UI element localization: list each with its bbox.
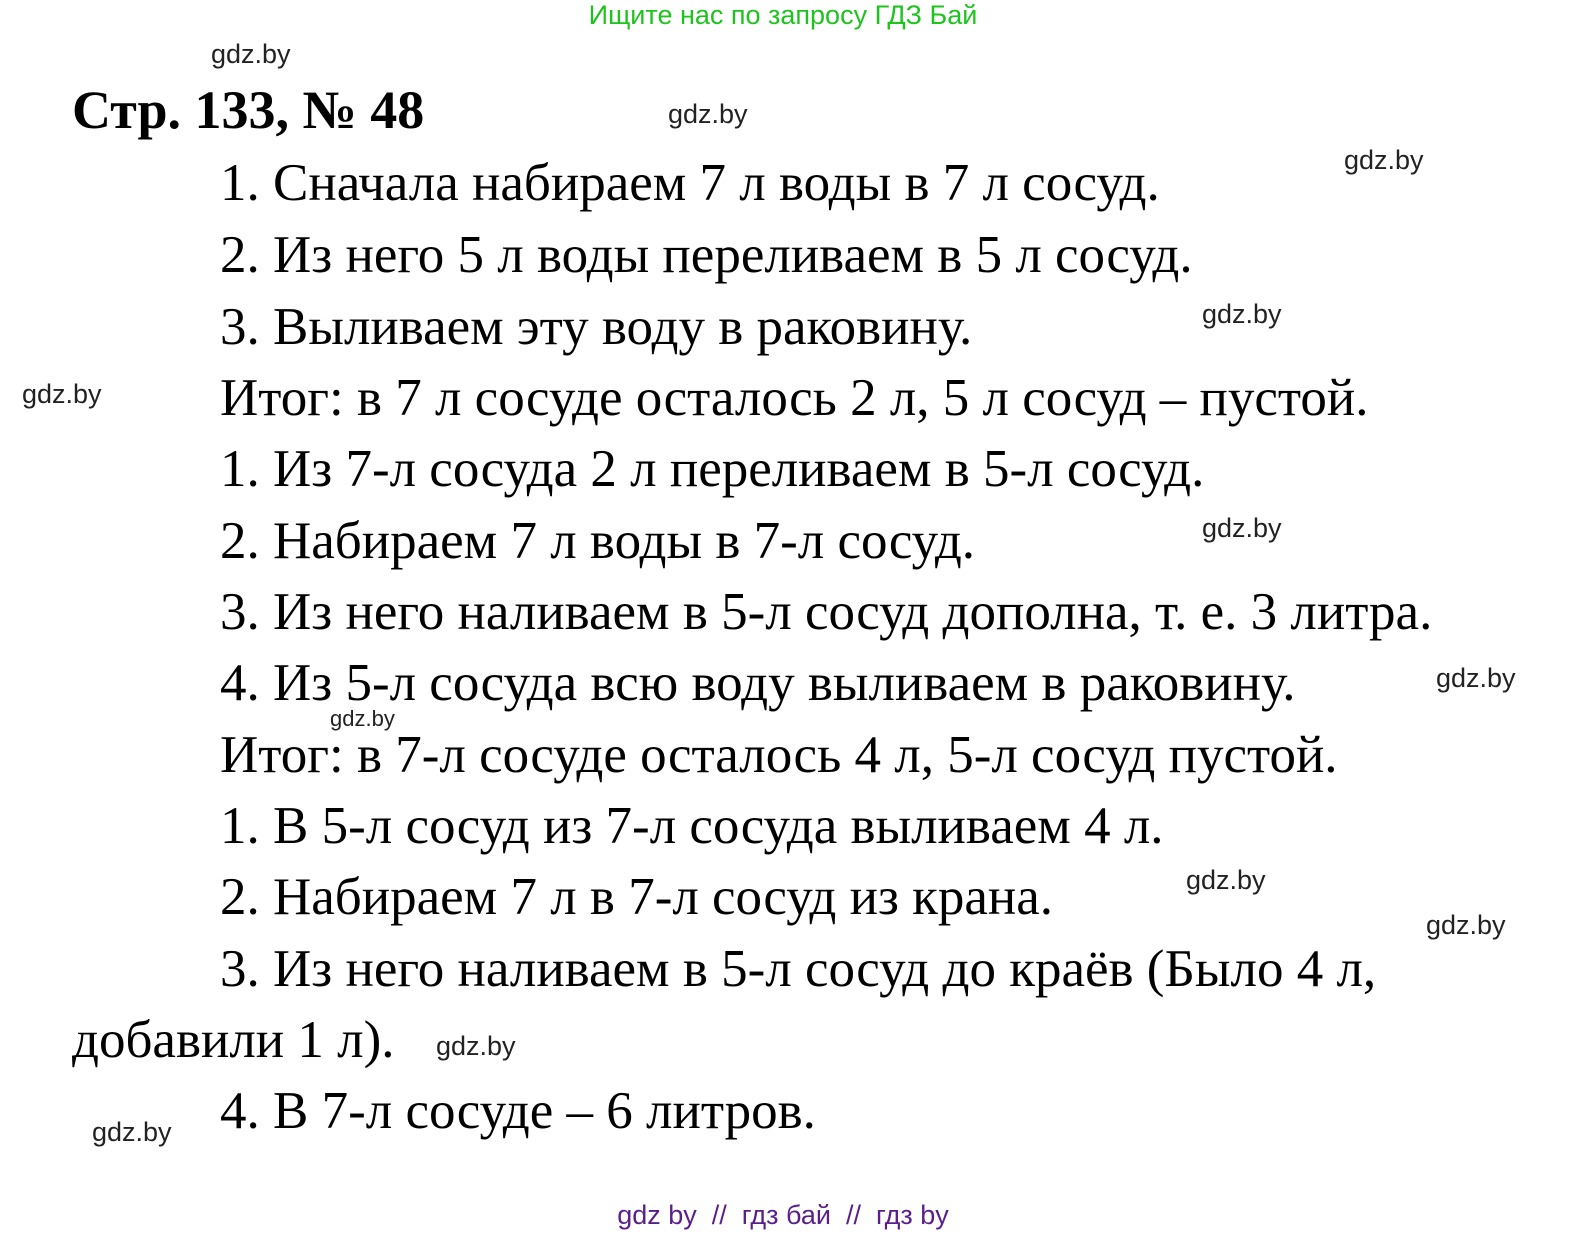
search-banner: Ищите нас по запросу ГДЗ Бай: [588, 0, 978, 30]
watermark: gdz.by: [1202, 513, 1282, 543]
watermark: gdz.by: [1436, 663, 1516, 693]
watermark: gdz.by: [1426, 910, 1506, 940]
text-line: 2. Набираем 7 л воды в 7-л сосуд.: [220, 512, 976, 570]
text-line: 4. В 7-л сосуде – 6 литров.: [220, 1082, 816, 1140]
text-line: 4. Из 5-л сосуда всю воду выливаем в раковину.: [220, 654, 1296, 712]
watermark: gdz.by: [211, 39, 291, 69]
watermark: gdz.by: [330, 706, 395, 731]
text-line: 3. Из него наливаем в 5-л сосуд дополна, т. е. 3 литра.: [220, 583, 1433, 641]
text-line: 1. В 5-л сосуд из 7-л сосуда выливаем 4 л.: [220, 797, 1164, 855]
watermark: gdz.by: [436, 1031, 516, 1061]
text-line: 1. Сначала набираем 7 л воды в 7 л сосуд.: [220, 154, 1160, 212]
text-line: 1. Из 7-л сосуда 2 л переливаем в 5-л сосуд.: [220, 440, 1205, 498]
watermark: gdz.by: [22, 379, 102, 409]
watermark: gdz.by: [668, 99, 748, 129]
watermark: gdz.by: [1202, 299, 1282, 329]
text-line: Итог: в 7 л сосуде осталось 2 л, 5 л сосуд – пустой.: [220, 369, 1369, 427]
text-line: Итог: в 7-л сосуде осталось 4 л, 5-л сосуд пустой.: [220, 726, 1338, 784]
watermark: gdz.by: [1186, 865, 1266, 895]
watermark: gdz.by: [92, 1117, 172, 1147]
text-line: 2. Набираем 7 л в 7-л сосуд из крана.: [220, 868, 1054, 926]
text-line: добавили 1 л).: [72, 1011, 395, 1069]
text-line: 3. Из него наливаем в 5-л сосуд до краёв (Было 4 л,: [220, 940, 1377, 998]
footer-watermark: gdz by // гдз бай // гдз by: [617, 1200, 949, 1230]
watermark: gdz.by: [1344, 145, 1424, 175]
text-line: 3. Выливаем эту воду в раковину.: [220, 298, 973, 356]
text-line: 2. Из него 5 л воды переливаем в 5 л сосуд.: [220, 226, 1193, 284]
page-title: Стр. 133, № 48: [72, 80, 425, 140]
